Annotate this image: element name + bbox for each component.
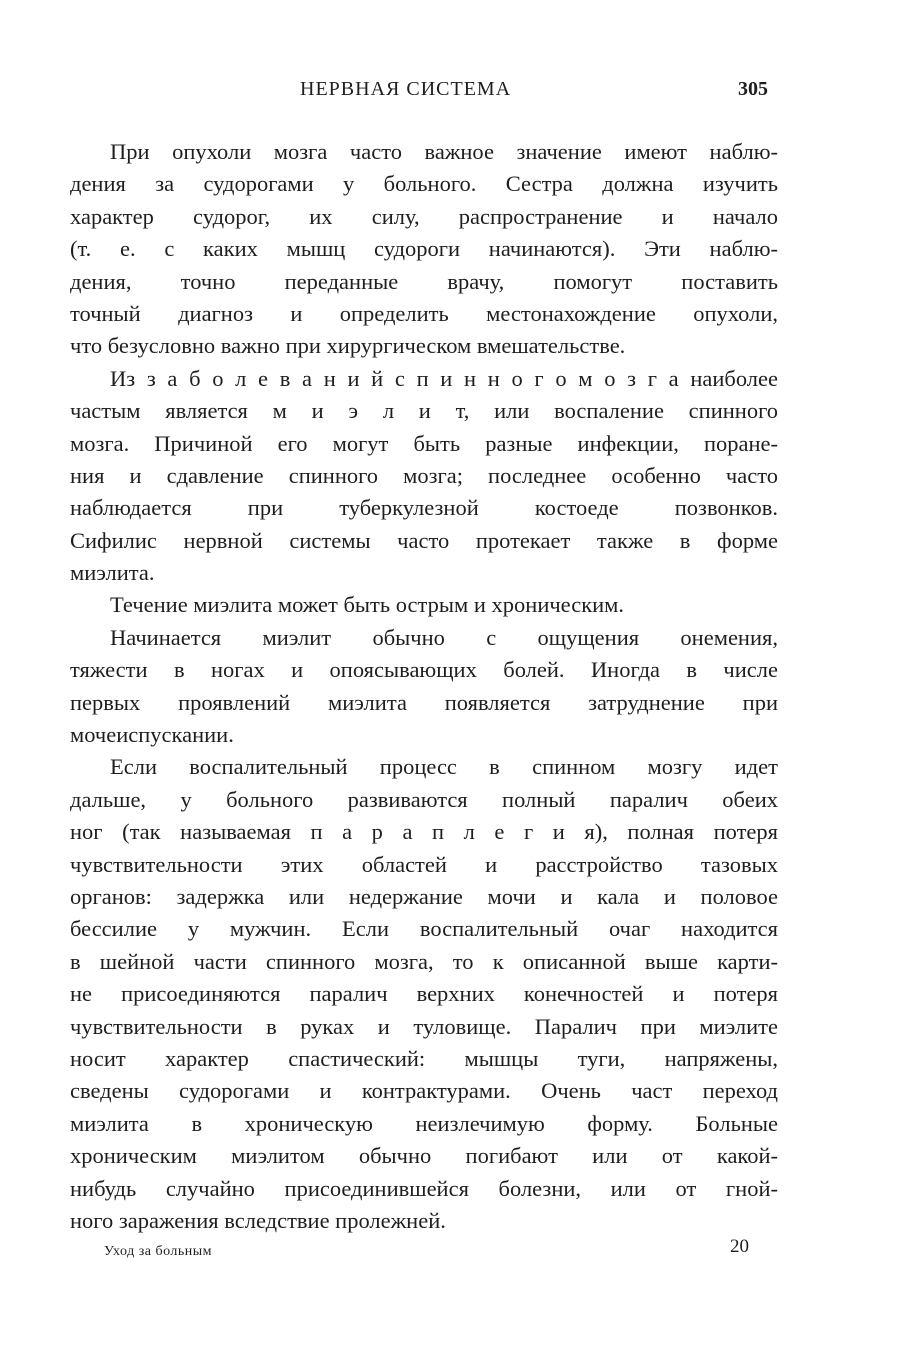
text-line: дальше, у больного развиваются полный паралич обеих bbox=[70, 786, 778, 812]
text-line: дения, точно переданные врачу, помогут поставить bbox=[70, 268, 778, 294]
text-line: бессилие у мужчин. Если воспалительный очаг находится bbox=[70, 916, 778, 942]
text-line: Из з а б о л е в а н и й с п и н н о г о м о з г а наиболее bbox=[110, 365, 778, 391]
text-line: Если воспалительный процесс в спинном мозгу идет bbox=[110, 754, 778, 780]
running-head: НЕРВНАЯ СИСТЕМА bbox=[300, 78, 512, 100]
text-line: что безусловно важно при хирургическом вмешательстве. bbox=[70, 333, 626, 359]
text-line: Сифилис нервной системы часто протекает также в форме bbox=[70, 527, 778, 553]
text-line: мозга. Причиной его могут быть разные инфекции, поране- bbox=[70, 430, 778, 456]
text-line: тяжести в ногах и опоясывающих болей. Иногда в числе bbox=[70, 657, 778, 683]
text-line: (т. е. с каких мышц судороги начинаются). Эти наблю- bbox=[70, 236, 778, 262]
text-line: первых проявлений миэлита появляется затруднение при bbox=[70, 689, 778, 715]
text-line: ного заражения вследствие пролежней. bbox=[70, 1207, 446, 1233]
text-line: Течение миэлита может быть острым и хроническим. bbox=[110, 592, 625, 618]
text-line: в шейной части спинного мозга, то к описанной выше карти- bbox=[70, 948, 778, 974]
text-line: чувствительности этих областей и расстройство тазовых bbox=[70, 851, 778, 877]
text-line: хроническим миэлитом обычно погибают или от какой- bbox=[70, 1143, 778, 1169]
text-line: миэлита в хроническую неизлечимую форму. Больные bbox=[70, 1110, 778, 1136]
text-line: точный диагноз и определить местонахождение опухоли, bbox=[70, 300, 778, 326]
text-line: ния и сдавление спинного мозга; последнее особенно часто bbox=[70, 462, 778, 488]
text-line: частым является м и э л и т, или воспаление спинного bbox=[70, 398, 778, 424]
text-line: миэлита. bbox=[70, 560, 155, 586]
text-line: Начинается миэлит обычно с ощущения онемения, bbox=[110, 624, 778, 650]
text-line: чувствительности в руках и туловище. Паралич при миэлите bbox=[70, 1013, 778, 1039]
text-line: нибудь случайно присоединившейся болезни, или от гной- bbox=[70, 1175, 778, 1201]
text-line: ног (так называемая п а р а п л е г и я), полная потеря bbox=[70, 819, 778, 845]
body-text bbox=[70, 136, 778, 1237]
text-line: характер судорог, их силу, распространение и начало bbox=[70, 203, 778, 229]
page-number: 305 bbox=[738, 78, 768, 100]
text-line: мочеиспускании. bbox=[70, 722, 234, 748]
text-line: дения за судорогами у больного. Сестра должна изучить bbox=[70, 171, 778, 197]
text-line: носит характер спастический: мышцы туги, напряжены, bbox=[70, 1045, 778, 1071]
text-line: сведены судорогами и контрактурами. Очень част переход bbox=[70, 1078, 778, 1104]
footer-book-title: Уход за больным bbox=[104, 1244, 213, 1259]
text-line: наблюдается при туберкулезной костоеде позвонков. bbox=[70, 495, 778, 521]
text-line: При опухоли мозга часто важное значение имеют наблю- bbox=[110, 139, 778, 164]
text-line: не присоединяются паралич верхних конечностей и потеря bbox=[70, 981, 778, 1007]
text-line: органов: задержка или недержание мочи и кала и половое bbox=[70, 883, 778, 909]
signature-number: 20 bbox=[730, 1236, 749, 1257]
